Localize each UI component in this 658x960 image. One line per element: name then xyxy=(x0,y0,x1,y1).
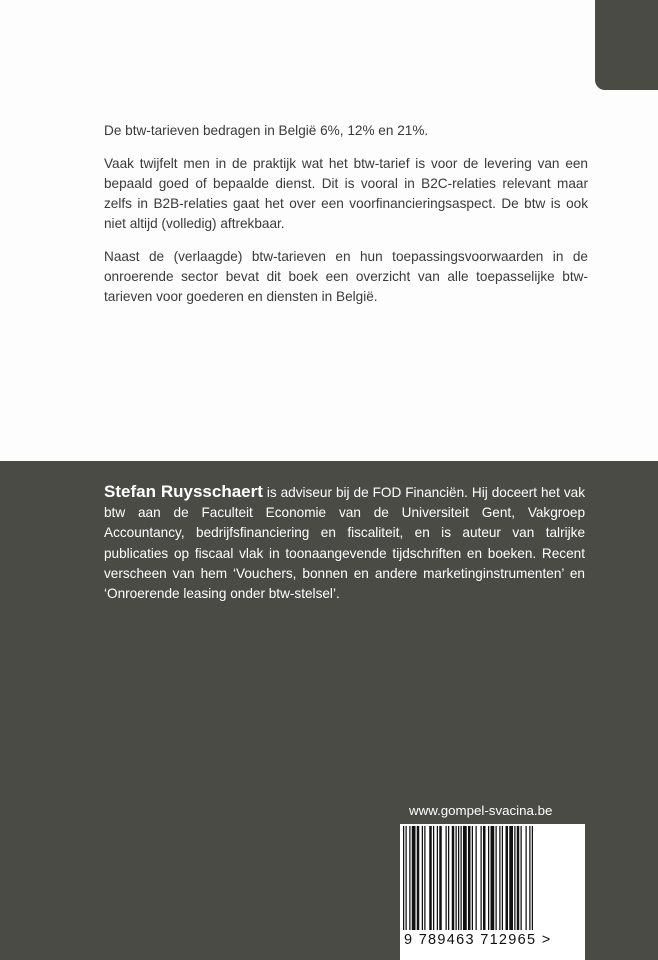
barcode xyxy=(400,824,585,960)
barcode-bar xyxy=(476,826,477,930)
barcode-bar xyxy=(529,826,530,930)
blurb-paragraph-1: De btw-tarieven bedragen in België 6%, 12% en 21%. xyxy=(104,123,429,138)
barcode-bar xyxy=(463,826,467,930)
barcode-bar xyxy=(468,826,471,930)
barcode-bar xyxy=(424,826,425,930)
barcode-bar xyxy=(409,826,410,930)
barcode-bar xyxy=(496,826,497,930)
barcode-bars xyxy=(400,824,585,932)
barcode-bar xyxy=(481,826,482,930)
publisher-website[interactable]: www.gompel-svacina.be xyxy=(409,803,553,818)
barcode-bar xyxy=(403,826,404,930)
blurb-paragraph-2: Vaak twijfelt men in de praktijk wat het btw-tarief is voor de levering van een bepaald goed of bepaalde dienst. Dit is vooral in B2C-relaties relevant maar zelfs in B2B-relaties gaat het over een voorfinancieringsaspect. De btw is ook niet altijd (volledig) aftrekbaar. xyxy=(104,156,588,231)
barcode-bar xyxy=(439,826,442,930)
barcode-bar xyxy=(502,826,503,930)
barcode-bar xyxy=(406,826,407,930)
barcode-bar xyxy=(456,826,457,930)
author-name: Stefan Ruysschaert xyxy=(104,482,263,501)
author-bio-text: is adviseur bij de FOD Financiën. Hij doceert het vak btw aan de Faculteit Economie van de Universiteit Gent, Vakgroep Accountancy, bedrijfsfinanciering en fiscaliteit, en is auteur van talrijke publicaties op fiscaal vlak in toonaangevende tijdschriften en boeken. Recent verscheen van hem ‘Vouchers, bonnen en andere marketinginstrumenten’ en ‘Onroerende leasing onder btw-stelsel’. xyxy=(104,485,585,602)
barcode-bar xyxy=(483,826,486,930)
barcode-bar xyxy=(517,826,520,930)
barcode-bar xyxy=(458,826,459,930)
barcode-bar xyxy=(521,826,522,930)
barcode-bar xyxy=(491,826,495,930)
barcode-bar xyxy=(448,826,449,930)
barcode-bar xyxy=(532,826,533,930)
blurb-paragraph-3: Naast de (verlaagde) btw-tarieven en hun toepassingsvoorwaarden in de onroerende sector bevat dit boek een overzicht van alle toepasselijke btw-tarieven voor goederen en diensten in België. xyxy=(104,249,588,304)
barcode-bar xyxy=(446,826,447,930)
corner-tab xyxy=(595,0,658,90)
author-bio xyxy=(104,482,585,604)
barcode-bar xyxy=(422,826,423,930)
barcode-bar xyxy=(488,826,489,930)
barcode-bar xyxy=(514,826,515,930)
barcode-bar xyxy=(437,826,438,930)
barcode-bar xyxy=(429,826,432,930)
barcode-bar xyxy=(509,826,513,930)
barcode-bar xyxy=(499,826,500,930)
barcode-bar xyxy=(506,826,509,930)
barcode-bar xyxy=(472,826,473,930)
barcode-bar xyxy=(417,826,420,930)
isbn-number: 9 789463 712965 > xyxy=(404,932,552,948)
barcode-bar xyxy=(433,826,434,930)
barcode-bar xyxy=(412,826,416,930)
barcode-bar xyxy=(526,826,527,930)
barcode-bar xyxy=(452,826,455,930)
barcode-bar xyxy=(461,826,462,930)
back-cover-blurb xyxy=(104,121,588,320)
